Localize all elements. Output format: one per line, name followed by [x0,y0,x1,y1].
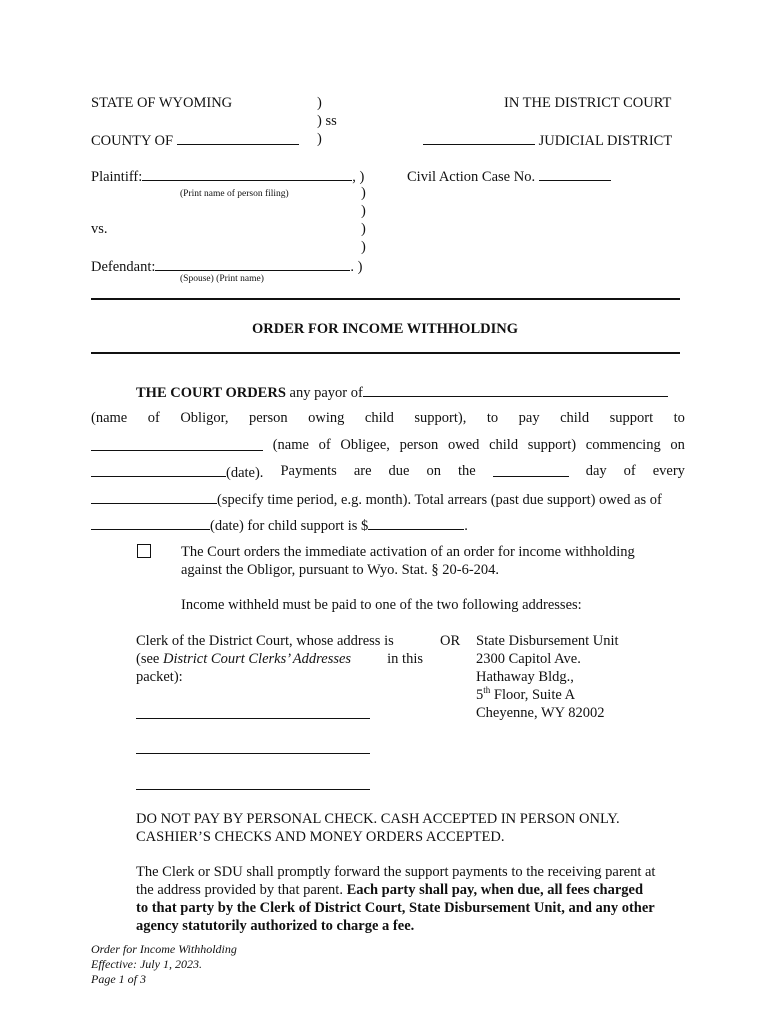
clerk-address-line[interactable] [136,753,370,754]
immediate-activation-checkbox[interactable] [137,544,151,558]
county-blank[interactable] [177,130,299,145]
plaintiff-end: , ) [352,169,365,185]
text-word: on [426,463,441,479]
checkbox-text-line-2: against the Obligor, pursuant to Wyo. Stat. § 20-6-204. [181,562,500,578]
text-word: person [399,437,439,453]
caption-ss: ) ss [317,113,337,129]
obligee-line [91,436,685,454]
arrears-text: (date) for child support is $ [210,518,369,534]
defendant-note: (Spouse) (Print name) [180,274,264,284]
sdu-building: Hathaway Bldg., [476,669,574,685]
obligee-blank[interactable] [91,436,263,451]
withheld-text: Income withheld must be paid to one of the two following addresses: [181,597,582,613]
text-word: to [673,410,685,426]
text-word: support [609,410,654,426]
fees-text: Each party shall pay, when due, all fees charged [346,882,644,898]
forward-para-2 [136,881,643,899]
payor-blank[interactable] [363,382,668,397]
divider [91,298,680,300]
caption-paren: ) [361,221,366,237]
caption-paren: ) [317,95,322,111]
text-word: (name [91,410,128,426]
defendant-end: . ) [350,259,363,275]
arrears-date-blank[interactable] [91,515,210,530]
text-word: on [670,437,685,453]
text-word: owed [447,437,480,453]
forward-para-4: agency statutorily authorized to charge a fee. [136,918,415,934]
text-word: every [652,463,685,479]
time-period-blank[interactable] [91,489,217,504]
footer-form-name: Order for Income Withholding [91,942,237,956]
text-word: child [489,437,519,453]
forward-para-1: The Clerk or SDU shall promptly forward the support payments to the receiving parent at [136,864,656,880]
text-word: day [585,463,607,479]
sdu-street: 2300 Capitol Ave. [476,651,581,667]
clerk-line-2-start [136,650,351,668]
text-word: child [364,410,394,426]
forward-text: the address provided by that parent. [136,882,347,898]
period-line [91,489,662,509]
obligor-line [91,409,685,427]
commencing-date-blank[interactable] [91,462,226,477]
divider [91,352,680,354]
plaintiff-note: (Print name of person filing) [180,189,289,199]
caption-paren: ) [361,185,366,201]
floor-rest: Floor, Suite A [490,687,576,703]
clerk-line-1: Clerk of the District Court, whose address is [136,633,394,649]
clerk-address-line[interactable] [136,789,370,790]
text-word: of [147,410,160,426]
payment-notice-1: DO NOT PAY BY PERSONAL CHECK. CASH ACCEPTED IN PERSON ONLY. [136,811,620,827]
case-number-blank[interactable] [539,166,611,181]
clerk-in-this: in this [387,651,423,667]
caption-paren: ) [317,131,322,147]
text-word: to [486,410,499,426]
text-word: due [388,463,410,479]
footer-effective: Effective: July 1, 2023. [91,957,202,971]
commencing-date-group [91,462,263,482]
clerk-line-3: packet): [136,669,183,685]
clerk-see: (see [136,651,163,667]
clerk-addresses-title: District Court Clerks’ Addresses [162,651,352,667]
checkbox-text-line-1: The Court orders the immediate activation of an order for income withholding [181,544,635,560]
date-label: (date). [226,465,264,481]
sdu-name: State Disbursement Unit [476,633,619,649]
case-row [407,166,611,186]
county-label: COUNTY OF [91,133,174,149]
plaintiff-row [91,166,364,186]
court-label: IN THE DISTRICT COURT [504,95,672,111]
forward-para-3: to that party by the Clerk of District Court, State Disbursement Unit, and any other [136,900,655,916]
due-day-blank[interactable] [493,462,569,477]
district-blank[interactable] [423,130,535,145]
text-word: Obligor, [180,410,229,426]
text-word: child [560,410,590,426]
text-word: the [457,463,476,479]
arrears-line [91,515,468,535]
text-word: are [353,463,372,479]
text-word: of [623,463,636,479]
text-word: (name [272,437,309,453]
plaintiff-blank[interactable] [142,166,352,181]
county-row [91,130,299,150]
footer-page-number: Page 1 of 3 [91,972,146,986]
or-label: OR [440,633,461,649]
caption-paren: ) [361,203,366,219]
payment-notice-2: CASHIER’S CHECKS AND MONEY ORDERS ACCEPTED. [136,829,505,845]
text-word: Obligee, [340,437,390,453]
caption-paren: ) [361,239,366,255]
defendant-blank[interactable] [155,256,350,271]
sdu-city: Cheyenne, WY 82002 [476,705,605,721]
any-payor-label: any payor of [285,385,363,401]
payments-line [91,462,685,482]
vs-label: vs. [91,221,108,237]
court-orders-row [136,382,668,402]
text-word: person [248,410,288,426]
page-title: ORDER FOR INCOME WITHHOLDING [252,321,518,337]
district-label: JUDICIAL DISTRICT [538,133,673,149]
text-word: owing [308,410,345,426]
text-word: pay [518,410,540,426]
district-row [423,130,672,150]
floor-suffix: th [483,685,491,696]
clerk-line-2 [136,650,423,668]
text-word: Payments [280,463,337,479]
court-orders-label: THE COURT ORDERS [136,385,286,401]
floor-number: 5 [476,687,484,703]
period-mark: . [464,518,468,534]
defendant-label: Defendant: [91,259,156,275]
clerk-address-line[interactable] [136,718,370,719]
state-label: STATE OF WYOMING [91,95,233,111]
text-word: of [318,437,331,453]
sdu-floor [476,686,575,704]
text-word: support), [414,410,467,426]
arrears-amount-blank[interactable] [368,515,464,530]
text-word: commencing [585,437,661,453]
text-word: support) [527,437,577,453]
case-label: Civil Action Case No. [407,169,536,185]
period-text: (specify time period, e.g. month). Total arrears (past due support) owed as of [217,492,662,508]
plaintiff-label: Plaintiff: [91,169,143,185]
